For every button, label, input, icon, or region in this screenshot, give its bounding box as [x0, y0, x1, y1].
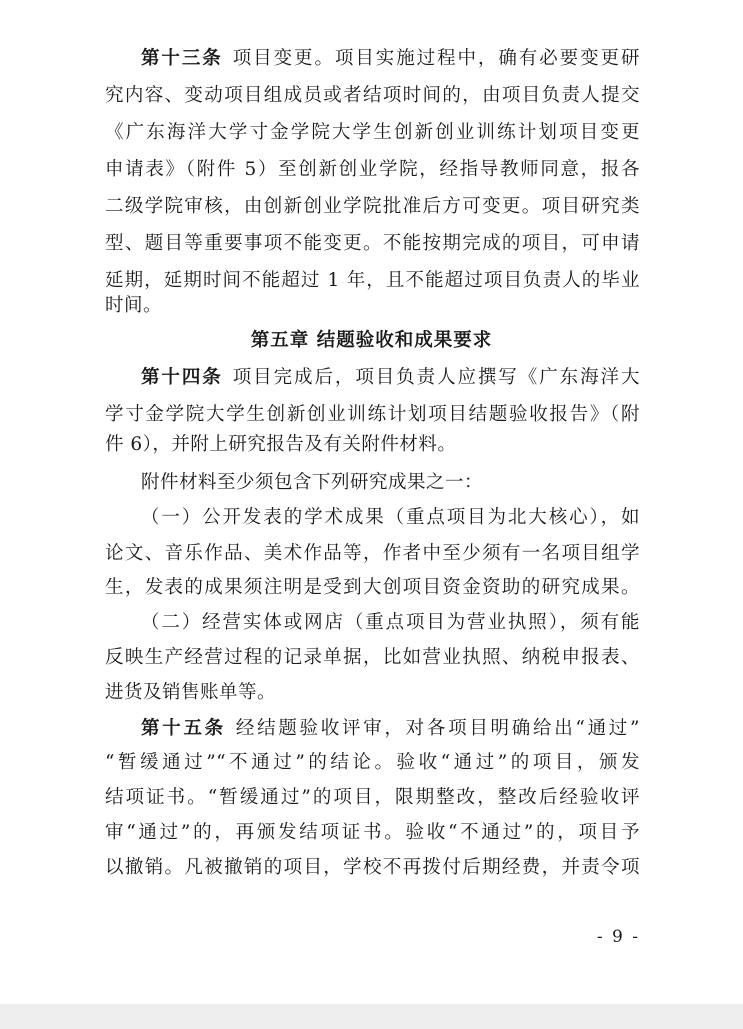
chapter-title: 第五章 结题验收和成果要求: [250, 330, 493, 351]
article-13-line-3: 《广东海洋大学寸金学院大学生创新创业训练计划项目变更: [105, 122, 640, 143]
article-15-line-3: 结项证书。“暂缓通过”的项目，限期整改，整改后经验收评: [105, 787, 640, 808]
article-14-text: 项目完成后，项目负责人应撰写《广东海洋大: [232, 367, 640, 388]
attachment-item-2-line-3: 进货及销售账单等。: [105, 682, 277, 703]
article-13-line-2: 究内容、变动项目组成员或者结项时间的，由项目负责人提交: [105, 85, 640, 106]
article-13-text: 项目变更。项目实施过程中，确有必要变更研: [232, 48, 640, 69]
article-13-line-4: 申请表》（附件 5）至创新创业学院，经指导教师同意，报各: [105, 159, 640, 180]
article-15-line-2: “暂缓通过”“不通过”的结论。验收“通过”的项目，颁发: [105, 752, 640, 773]
attachment-item-1-line-1: （一）公开发表的学术成果（重点项目为北大核心），如: [141, 507, 640, 528]
article-13-line-8: 时间。: [105, 295, 163, 316]
article-15-line-4: 审“通过”的，再颁发结项证书。验收“不通过”的，项目予: [105, 822, 640, 843]
article-14-line-1: [141, 361, 640, 395]
article-13-line-6: 型、题目等重要事项不能变更。不能按期完成的项目，可申请: [105, 233, 640, 254]
article-15-line-5: 以撤销。凡被撤销的项目，学校不再拨付后期经费，并责令项: [105, 857, 640, 878]
article-13-heading: 第十三条: [141, 48, 223, 69]
attachment-item-1-line-3: 生，发表的成果须注明是受到大创项目资金资助的研究成果。: [105, 577, 640, 598]
attachments-intro: 附件材料至少须包含下列研究成果之一：: [141, 472, 484, 493]
attachment-item-2-line-1: （二）经营实体或网店（重点项目为营业执照），须有能: [141, 612, 640, 633]
article-15-line-1: [141, 712, 640, 746]
article-13-line-1: [141, 42, 640, 76]
article-15-heading: 第十五条: [141, 718, 226, 739]
page-number: - 9 -: [596, 927, 640, 947]
article-13-line-5: 二级学院审核，由创新创业学院批准后方可变更。项目研究类: [105, 196, 640, 217]
attachment-item-2-line-2: 反映生产经营过程的记录单据，比如营业执照、纳税申报表、: [105, 647, 640, 668]
article-13-line-7: 延期，延期时间不能超过 1 年，且不能超过项目负责人的毕业: [105, 270, 640, 291]
attachment-item-1-line-2: 论文、音乐作品、美术作品等，作者中至少须有一名项目组学: [105, 543, 640, 564]
article-15-text: 经结题验收评审，对各项目明确给出“通过”: [235, 718, 640, 739]
article-14-line-2: 学寸金学院大学生创新创业训练计划项目结题验收报告》（附: [105, 404, 640, 425]
viewer-bottom-strip: [0, 1004, 743, 1029]
article-14-heading: 第十四条: [141, 367, 223, 388]
article-14-line-3: 件 6），并附上研究报告及有关附件材料。: [105, 434, 457, 455]
